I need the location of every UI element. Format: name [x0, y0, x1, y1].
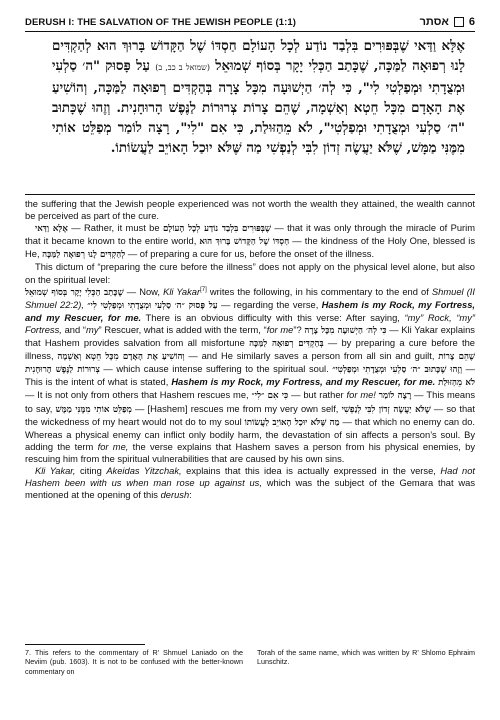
text: There is an obvious difficulty with this verse: After saying,: [141, 312, 405, 323]
english-commentary: [25, 198, 475, 501]
text: — and He similarly saves a person from all sin and guilt,: [184, 351, 439, 362]
text: — so that the wickedness of my heart would not do to my soul: [25, 403, 475, 427]
hebrew-line: בָּרוּךְ הוּא לְהַקְדִּים לָנוּ רְפוּאָה לַמַּכָּה, שֶׁכָּתַב הַכְּלִי יָקָר בְּסוֹף שְׁמוּאֵל: [52, 38, 465, 74]
text: citing: [75, 465, 107, 476]
paragraph-2: This dictum of “preparing the cure before the illness” does not apply on the physical level alone, but also on the spiritual level:: [25, 262, 475, 285]
hebrew-reference: (שמואל ב כב, ב): [155, 63, 210, 72]
text: — It is not only from others that Hashem rescues me,: [25, 390, 252, 401]
text: which was the subject of the Gemara that was mentioned at the opening of this: [25, 478, 475, 501]
text-italic: for me,: [97, 441, 129, 452]
header-rule: [25, 31, 475, 32]
text: — Now,: [123, 286, 164, 297]
text-bold-italic: Hashem is my Rock, my Fortress, and my Rescuer, for me.: [171, 377, 436, 388]
hebrew-line: עַל פָּסוּק "ה׳ סַלְעִי וּמְצֻדָתִי וּמְפַלְטִי לִי", כִּי לְה׳: [52, 58, 465, 96]
text: — This means to say,: [25, 390, 475, 414]
hebrew-phrase: לֹא מֵהַזּוּלַת: [438, 378, 475, 389]
text: — Kli Yakar explains that Hashem provides salvation from all misfortune: [25, 324, 475, 349]
header-title: DERUSH I: THE SALVATION OF THE JEWISH PEOPLE (1:1): [25, 17, 297, 28]
square-ornament-icon: [454, 17, 464, 27]
page-number: 6: [468, 16, 475, 28]
text: ” Rescuer, what is added with the term, “: [98, 324, 267, 335]
text: ”?: [293, 324, 302, 335]
text-italic: for me: [266, 324, 294, 335]
hebrew-source-text: [52, 36, 465, 158]
paragraph-3: [25, 286, 475, 465]
text: — Rather, it must be: [67, 223, 163, 234]
hebrew-line: סַלְעִי וּמְצֻדָתִי וּמְפַלְטִי", לֹא מֵהַזּוּלַת, כִּי אִם "לִי", רָצָה לוֹמַר מְפַלֵּט: [81, 120, 441, 136]
header-book-name: אסתר: [419, 16, 449, 28]
hebrew-line: אֶלָּא וַדַּאי שֶׁבְּפּוּרִים בִּלְבַד נוֹדַע לְכָל הָעוֹלָם חַסְדּוֹ שֶׁל הַקָּדוֹשׁ: [150, 38, 465, 54]
hebrew-phrase: לְהַקְדִּים לָנוּ רְפוּאָה לַמַּכָּה: [42, 250, 126, 261]
footnote-rule: [25, 644, 145, 645]
text: explains that this idea is actually expressed in the verse,: [181, 465, 441, 476]
text-bold-italic: Hashem is my Rock, my Fortress, and my Rescuer, for me.: [25, 299, 475, 323]
footnote-column-1: 7. This refers to the commentary of R’ Shmuel Laniado on the Neviim (pub. 1603). It is not to be confused with the better-known commentary on: [25, 648, 243, 676]
text: — that which no enemy can do. Whereas a physical enemy can inflict only bodily harm, the devastation of sin affects a person’s soul. By adding the term: [25, 416, 475, 452]
text: — of preparing a cure for us, before the onset of the illness.: [125, 249, 375, 260]
footnote-column-2: Torah of the same name, which was written by R’ Shlomo Ephraim Lunschitz.: [257, 648, 475, 667]
text: — the kindness of the Holy One, blessed is He,: [25, 236, 476, 260]
text-italic: my: [86, 324, 99, 335]
hebrew-phrase: שֶׁבְּפּוּרִים בִּלְבַד נוֹדַע לְכָל הָעוֹלָם: [162, 224, 271, 235]
hebrew-phrase: רָצָה לוֹמַר: [378, 391, 412, 402]
section-rule: [25, 194, 475, 195]
running-header: [25, 12, 475, 28]
hebrew-phrase: שֶׁהֵם צָרוֹת צְרוּרוֹת לַנֶּפֶשׁ הָרוּחָנִית: [25, 352, 475, 376]
hebrew-line: אוֹתִי מִמֶּנִּי מַמָּשׁ, שֶׁלֹּא יַעֲשֶׂה זְדוֹן לִבִּי לְנַפְשִׁי מַה שֶּׁלֹּא יוּכַל הָאוֹיֵב: [52, 120, 465, 156]
paragraph-4: [25, 465, 475, 501]
text-italic: Had not Hashem been with us when man rose up against us,: [25, 465, 476, 489]
text: writes the following, in his commentary to the end of: [206, 286, 432, 297]
hebrew-phrase: בְּהַקְדִּים רְפוּאָה לַמַּכָּה: [249, 339, 324, 350]
hebrew-line: הַיְשׁוּעָה מִכָּל צָרָה בְּהַקְדִּים רְפוּאָה לַמַּכָּה, וְהוֹשִׁיעַ אֶת הָאָדָם מִכָּל: [52, 80, 465, 116]
text-italic: Kli Yakar,: [35, 465, 76, 476]
hebrew-phrase: אֶלָּא וַדַּאי: [35, 224, 68, 235]
paragraph-1: [25, 222, 475, 261]
text: — This is the intent of what is stated,: [25, 364, 475, 388]
footnote: [25, 648, 475, 676]
hebrew-phrase: שֶׁלֹּא יַעֲשֶׂה זְדוֹן לִבִּי לְנַפְשִׁי: [341, 404, 431, 415]
header-book-page: [420, 16, 475, 28]
text-italic: Akeidas Yitzchak,: [106, 465, 182, 476]
text: — but rather: [288, 390, 347, 401]
text: and “: [61, 324, 87, 335]
text-italic: for me!: [346, 390, 376, 401]
hebrew-phrase: עַל פָּסוּק ״ה׳ סַלְעִי וּמְצֻדָתִי וּמְפַלְטִי לִי״: [87, 300, 218, 311]
hebrew-phrase: כִּי אִם ״לִי״: [251, 391, 289, 402]
hebrew-phrase: כִּי לְה׳ הַיְשׁוּעָה מִכָּל צָרָה: [304, 325, 387, 336]
hebrew-line: לַעֲשׂוֹתוֹ.: [110, 140, 154, 156]
hebrew-phrase: מַה שֶּׁלֹּא יוּכַל הָאוֹיֵב לַעֲשׂוֹתוֹ: [244, 417, 340, 428]
hebrew-phrase: חַסְדּוֹ שֶׁל הַקָּדוֹשׁ בָּרוּךְ הוּא: [199, 237, 290, 248]
text: :: [189, 490, 192, 501]
hebrew-phrase: שֶׁכָּתַב הַכְּלִי יָקָר בְּסוֹף שְׁמוּאֵל: [25, 287, 124, 298]
text-italic: Kli Yakar: [163, 286, 201, 297]
text: the verse explains that Hashem saves a person from his physical enemies, by rescuing him from the spiritual vulnerabilities that are caused by his own sins.: [25, 441, 476, 464]
text-italic: “my” Rock, “my” Fortress,: [25, 312, 475, 335]
hebrew-phrase: מְפַלֵּט אוֹתִי מִמֶּנִּי מַמָּשׁ: [55, 404, 132, 415]
text-italic: Shmuel (II Shmuel 22:2),: [25, 286, 475, 310]
text: — that it was only through the miracle of Purim that it became known to the entire world,: [25, 223, 476, 247]
text: — [Hashem] rescues me from my very own self,: [131, 403, 342, 414]
text: — regarding the verse,: [217, 299, 322, 310]
text-italic: derush: [160, 490, 190, 501]
hebrew-phrase: וְזֶהוּ שֶׁכָּתוּב ״ה׳ סַלְעִי וּמְצֻדָתִי וּמְפַלְטִי״: [332, 365, 463, 376]
text: — by preparing a cure before the illness,: [25, 338, 475, 362]
text: — which cause intense suffering to the spiritual soul.: [99, 364, 333, 375]
paragraph-continuation: the suffering that the Jewish people experienced was not worth the wealth they attained, the wealth cannot be perceived as part of the cure.: [25, 199, 475, 222]
hebrew-line: חֵטְא וְאַשְׁמָה, שֶׁהֵם צָרוֹת צְרוּרוֹת לַנֶּפֶשׁ הָרוּחָנִית. וְזֶהוּ שֶׁכָּתוּב "ה׳: [52, 100, 466, 136]
hebrew-phrase: וְהוֹשִׁיעַ אֶת הָאָדָם מִכָּל חֵטְא וְאַשְׁמָה: [57, 352, 185, 363]
footnote-ref[interactable]: [7]: [200, 286, 207, 293]
